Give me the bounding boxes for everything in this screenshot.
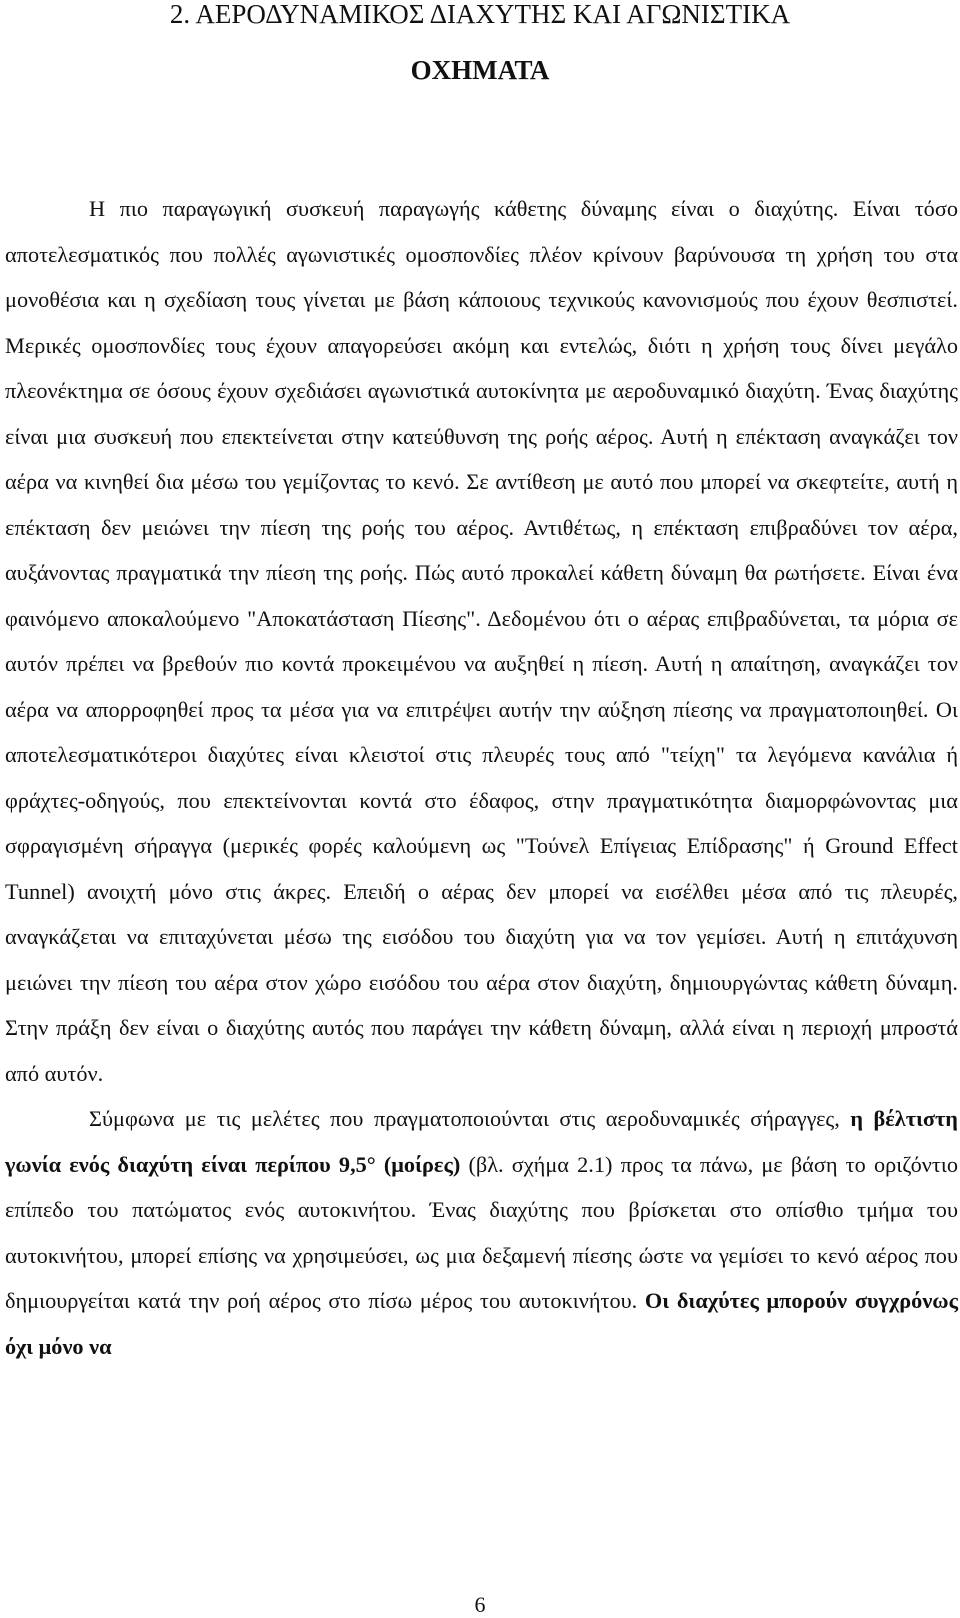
paragraph-2-bold-optimal-angle: η βέλτιστη γωνία ενός διαχύτη είναι περίπου 9,5° (μοίρες) [5,1106,958,1177]
paragraph-2 [5,1096,958,1369]
page-number: 6 [474,1592,486,1617]
paragraph-1-text: Η πιο παραγωγική συσκευή παραγωγής κάθετης δύναμης είναι ο διαχύτης. Είναι τόσο αποτελεσματικός που πολλές αγωνιστικές ομοσπονδίες πλέον κρίνουν βαρύνουσα τη χρήση του στα μονοθέσια και η σχεδίαση τους γίνεται με βάση κάποιους τεχνικούς κανονισμούς που έχουν θεσπιστεί. Μερικές ομοσπονδίες τους έχουν απαγορεύσει ακόμη και εντελώς, διότι η χρήση τους δίνει μεγάλο πλεονέκτημα σε όσους έχουν σχεδιάσει αγωνιστικά αυτοκίνητα με αεροδυναμικό διαχύτη. Ένας διαχύτης είναι μια συσκευή που επεκτείνεται στην κατεύθυνση της ροής αέρος. Αυτή η επέκταση αναγκάζει τον αέρα να κινηθεί δια μέσω του γεμίζοντας το κενό. Σε αντίθεση με αυτό που μπορεί να σκεφτείτε, αυτή η επέκταση δεν μειώνει την πίεση της ροής του αέρος. Αντιθέτως, η επέκταση επιβραδύνει τον αέρα, αυξάνοντας πραγματικά την πίεση της ροής. Πώς αυτό προκαλεί κάθετη δύναμη θα ρωτήσετε. Είναι ένα φαινόμενο αποκαλούμενο "Αποκατάσταση Πίεσης". Δεδομένου ότι ο αέρας επιβραδύνεται, τα μόρια σε αυτόν πρέπει να βρεθούν πιο κοντά προκειμένου να αυξηθεί η πίεση. Αυτή η απαίτηση, αναγκάζει τον αέρα να απορροφηθεί προς τα μέσα για να επιτρέψει αυτήν την αύξηση πίεσης να πραγματοποιηθεί. Οι αποτελεσματικότεροι διαχύτες είναι κλειστοί στις πλευρές τους από "τείχη" τα λεγόμενα κανάλια ή φράχτες-οδηγούς, που επεκτείνονται κοντά στο έδαφος, στην πραγματικότητα διαμορφώνοντας μια σφραγισμένη σήραγγα (μερικές φορές καλούμενη ως "Τούνελ Επίγειας Επίδρασης" ή Ground Effect Tunnel) ανοιχτή μόνο στις άκρες. Επειδή ο αέρας δεν μπορεί να εισέλθει μέσα από τις πλευρές, αναγκάζεται να επιταχύνεται μέσω της εισόδου του διαχύτη για να τον γεμίσει. Αυτή η επιτάχυνση μειώνει την πίεση του αέρα στον χώρο εισόδου του αέρα στον διαχύτη, δημιουργώντας κάθετη δύναμη. Στην πράξη δεν είναι ο διαχύτης αυτός που παράγει την κάθετη δύναμη, αλλά είναι η περιοχή μπροστά από αυτόν. [5,196,958,1086]
body-text [5,186,958,1369]
chapter-heading-line-1: 2. ΑΕΡΟΔΥΝΑΜΙΚΟΣ ΔΙΑΧΥΤΗΣ ΚΑΙ ΑΓΩΝΙΣΤΙΚΑ [169,0,791,29]
paragraph-1 [5,186,958,1096]
paragraph-2-middle: (βλ. σχήμα 2.1) προς τα πάνω, με βάση το οριζόντιο επίπεδο του πατώματος ενός αυτοκινήτου. Ένας διαχύτης που βρίσκεται στο οπίσθιο τμήμα του αυτοκινήτου, μπορεί επίσης να χρησιμεύσει, ως μια δεξαμενή πίεσης ώστε να γεμίσει το κενό αέρος που δημιουργείται κατά την ροή αέρος στο πίσω μέρος του αυτοκινήτου. [5,1151,958,1313]
paragraph-2-bold-diffusers: Οι διαχύτες μπορούν συγχρόνως όχι μόνο να [5,1288,958,1359]
chapter-heading [0,0,960,98]
chapter-heading-line-2: ΟΧΗΜΑΤΑ [410,55,550,85]
paragraph-2-intro: Σύμφωνα με τις μελέτες που πραγματοποιούνται στις αεροδυναμικές σήραγγες, [89,1106,851,1131]
